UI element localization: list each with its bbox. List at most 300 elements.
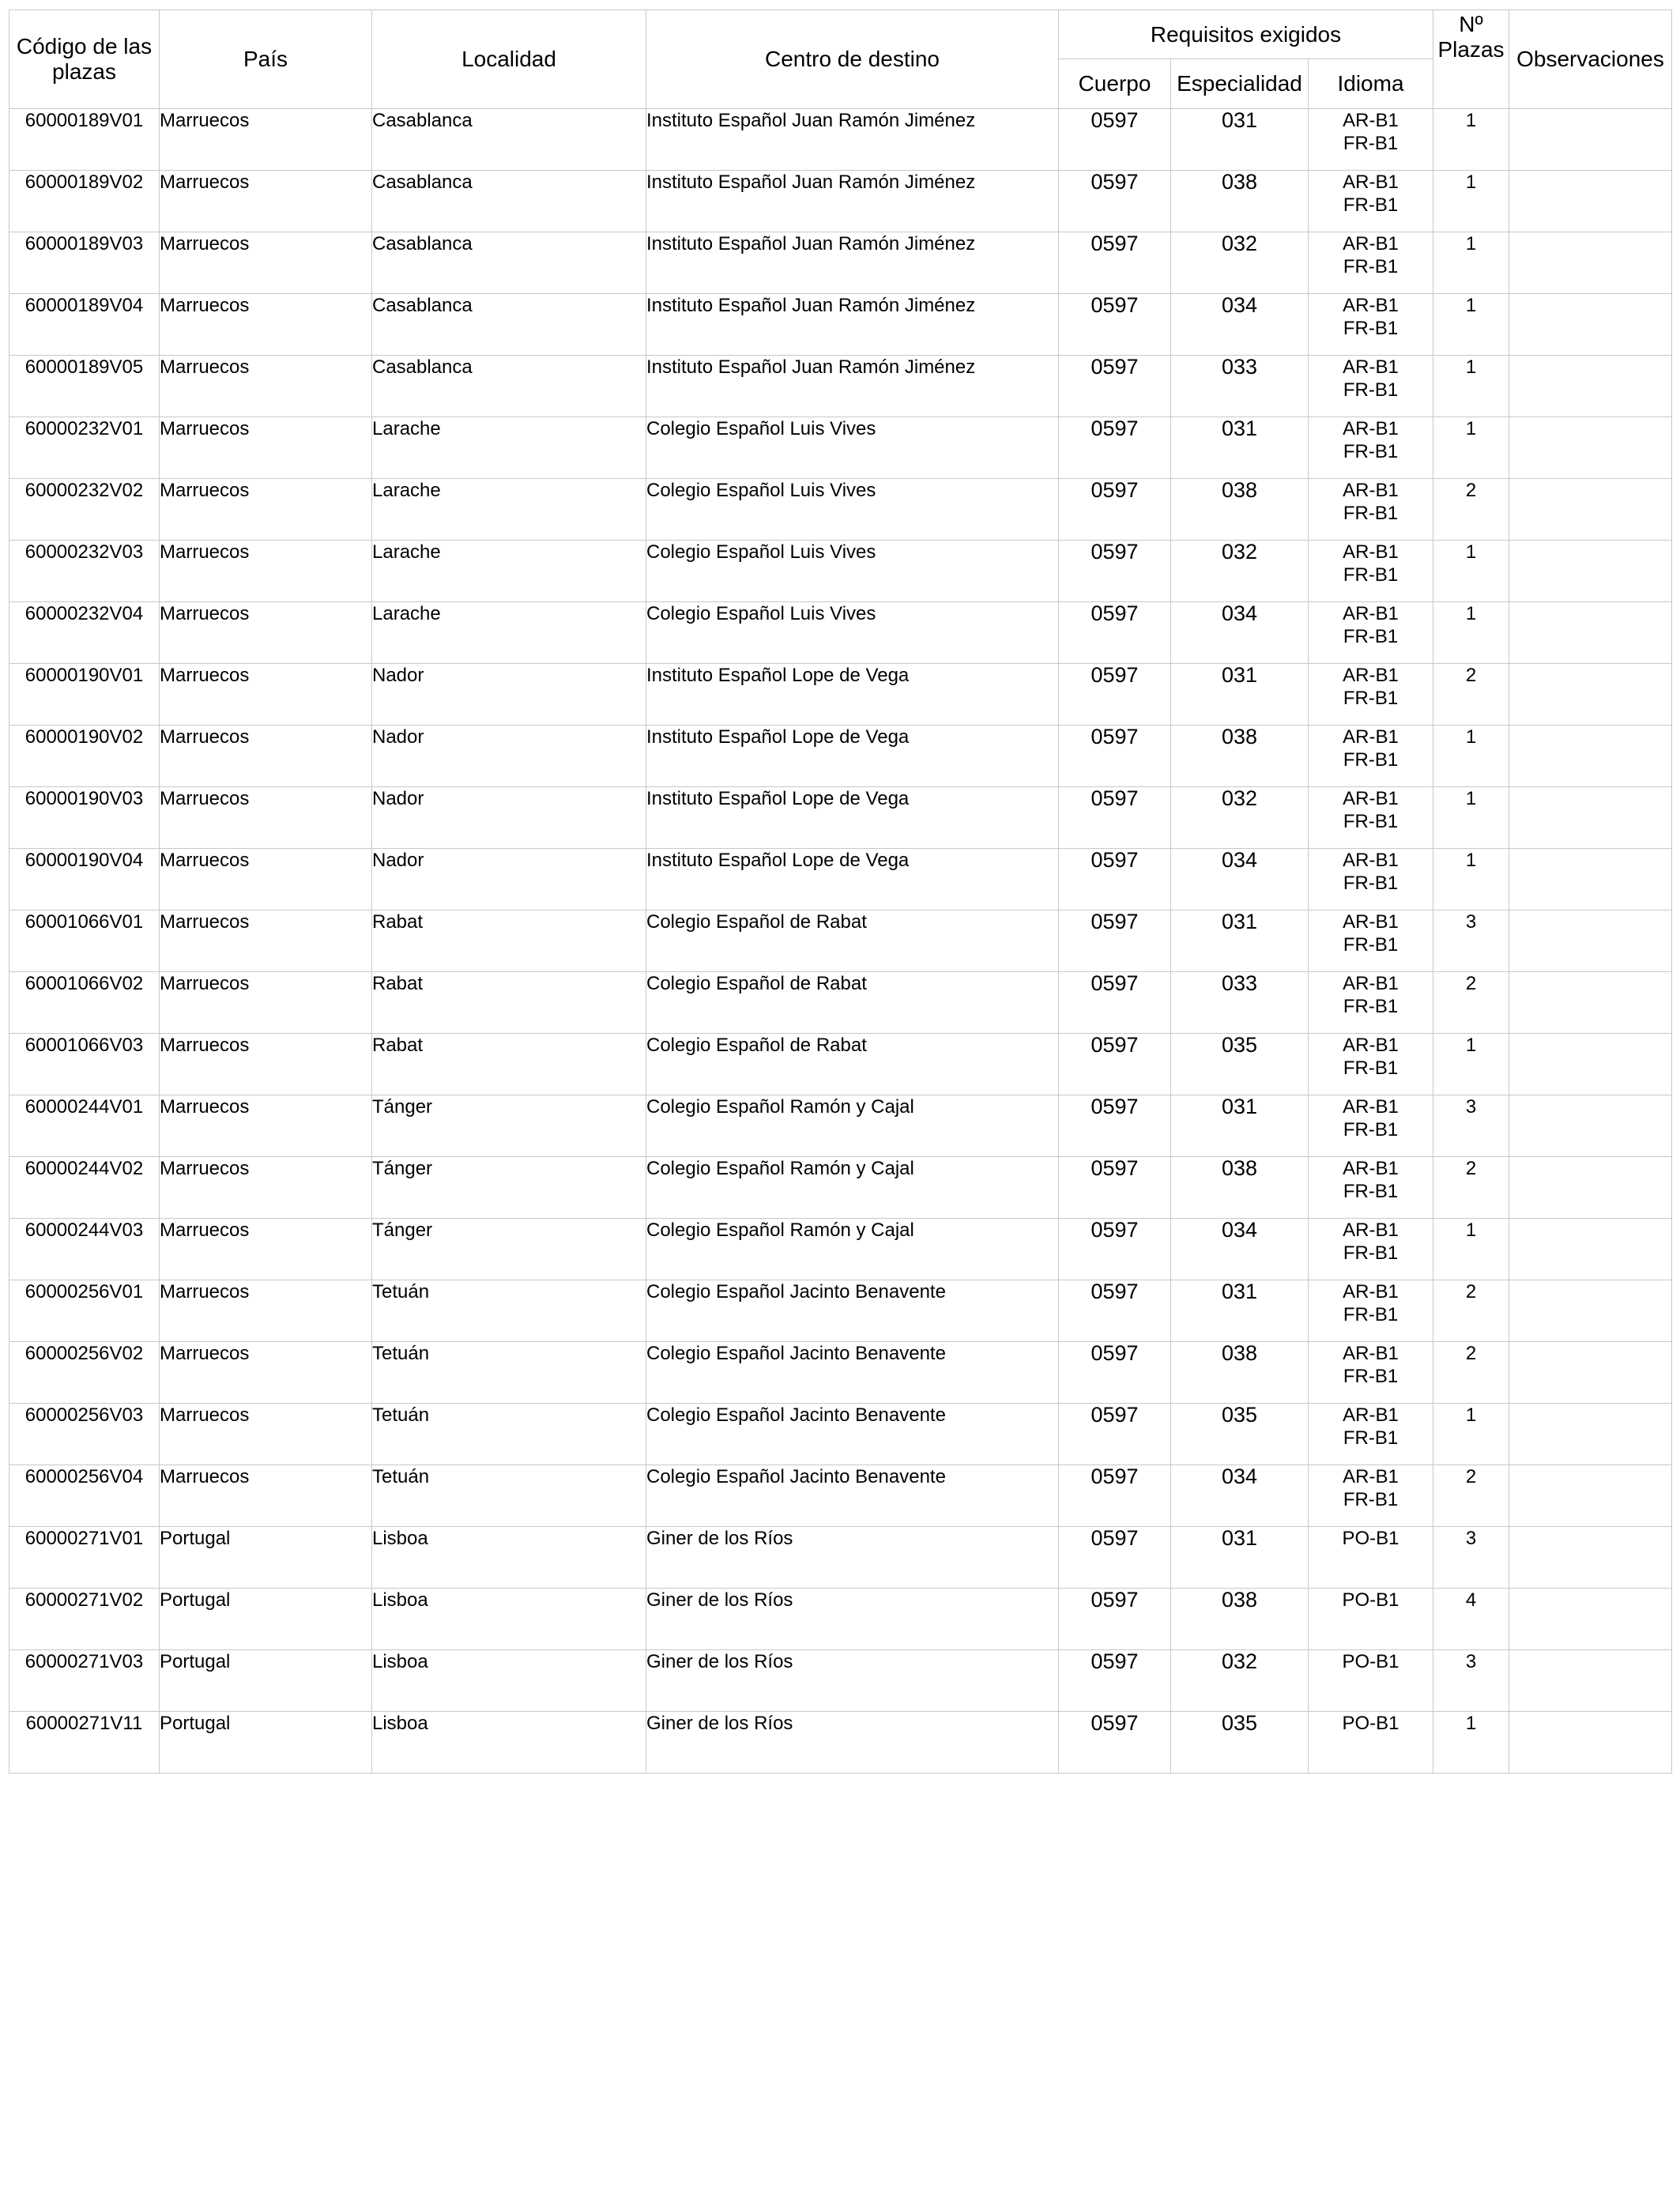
cell-pais: Marruecos — [160, 1219, 372, 1280]
table-row — [9, 417, 1672, 479]
cell-codigo: 60000189V05 — [9, 356, 160, 417]
cell-codigo: 60000271V03 — [9, 1650, 160, 1712]
table-row — [9, 1342, 1672, 1404]
cell-plazas: 1 — [1433, 109, 1509, 171]
cell-cuerpo: 0597 — [1059, 664, 1171, 726]
cell-centro: Colegio Español de Rabat — [646, 1034, 1059, 1095]
idioma-entry: FR-B1 — [1343, 194, 1399, 216]
cell-centro: Colegio Español Jacinto Benavente — [646, 1404, 1059, 1465]
idioma-entry: FR-B1 — [1343, 626, 1399, 647]
cell-pais: Marruecos — [160, 479, 372, 541]
cell-plazas: 1 — [1433, 294, 1509, 356]
cell-observaciones — [1509, 1712, 1672, 1774]
cell-idioma — [1309, 910, 1433, 972]
cell-especialidad: 038 — [1171, 1342, 1309, 1404]
cell-idioma — [1309, 479, 1433, 541]
cell-codigo: 60001066V03 — [9, 1034, 160, 1095]
cell-centro: Colegio Español Luis Vives — [646, 417, 1059, 479]
cell-cuerpo: 0597 — [1059, 1280, 1171, 1342]
cell-observaciones — [1509, 541, 1672, 602]
cell-codigo: 60000189V03 — [9, 232, 160, 294]
cell-idioma — [1309, 1527, 1433, 1589]
cell-especialidad: 035 — [1171, 1712, 1309, 1774]
cell-cuerpo: 0597 — [1059, 1650, 1171, 1712]
cell-localidad: Rabat — [372, 972, 646, 1034]
cell-localidad: Lisboa — [372, 1589, 646, 1650]
cell-cuerpo: 0597 — [1059, 910, 1171, 972]
idioma-entry: FR-B1 — [1343, 749, 1399, 771]
cell-especialidad: 038 — [1171, 1157, 1309, 1219]
table-row — [9, 726, 1672, 787]
cell-especialidad: 032 — [1171, 1650, 1309, 1712]
cell-cuerpo: 0597 — [1059, 726, 1171, 787]
cell-localidad: Tánger — [372, 1095, 646, 1157]
cell-pais: Marruecos — [160, 1157, 372, 1219]
cell-codigo: 60000256V03 — [9, 1404, 160, 1465]
cell-plazas: 1 — [1433, 1219, 1509, 1280]
idioma-entry: AR-B1 — [1343, 1466, 1399, 1487]
idioma-entry: FR-B1 — [1343, 564, 1399, 586]
cell-localidad: Tetuán — [372, 1465, 646, 1527]
idioma-entry: PO-B1 — [1342, 1528, 1399, 1549]
cell-codigo: 60000190V01 — [9, 664, 160, 726]
table-row — [9, 1465, 1672, 1527]
cell-codigo: 60001066V01 — [9, 910, 160, 972]
idioma-entry: AR-B1 — [1343, 665, 1399, 686]
cell-observaciones — [1509, 1465, 1672, 1527]
cell-especialidad: 033 — [1171, 972, 1309, 1034]
cell-plazas: 1 — [1433, 417, 1509, 479]
cell-plazas: 1 — [1433, 1404, 1509, 1465]
cell-plazas: 1 — [1433, 356, 1509, 417]
cell-codigo: 60000244V03 — [9, 1219, 160, 1280]
idioma-entry: FR-B1 — [1343, 996, 1399, 1017]
cell-codigo: 60000189V04 — [9, 294, 160, 356]
idioma-entry: FR-B1 — [1343, 133, 1399, 154]
cell-cuerpo: 0597 — [1059, 1157, 1171, 1219]
cell-codigo: 60000190V03 — [9, 787, 160, 849]
idioma-entry: FR-B1 — [1343, 873, 1399, 894]
cell-localidad: Casablanca — [372, 294, 646, 356]
cell-idioma — [1309, 1219, 1433, 1280]
cell-pais: Marruecos — [160, 356, 372, 417]
cell-cuerpo: 0597 — [1059, 787, 1171, 849]
cell-pais: Marruecos — [160, 294, 372, 356]
table-row — [9, 1280, 1672, 1342]
header-codigo: Código de las plazas — [9, 10, 160, 109]
table-row — [9, 232, 1672, 294]
cell-especialidad: 032 — [1171, 232, 1309, 294]
table-row — [9, 294, 1672, 356]
cell-plazas: 2 — [1433, 479, 1509, 541]
cell-especialidad: 032 — [1171, 541, 1309, 602]
cell-codigo: 60000232V01 — [9, 417, 160, 479]
idioma-entry: FR-B1 — [1343, 256, 1399, 277]
cell-localidad: Tetuán — [372, 1280, 646, 1342]
cell-cuerpo: 0597 — [1059, 1465, 1171, 1527]
idioma-entry: FR-B1 — [1343, 1057, 1399, 1079]
header-centro: Centro de destino — [646, 10, 1059, 109]
cell-pais: Marruecos — [160, 1034, 372, 1095]
cell-codigo: 60000256V04 — [9, 1465, 160, 1527]
table-row — [9, 356, 1672, 417]
cell-observaciones — [1509, 417, 1672, 479]
cell-codigo: 60000190V02 — [9, 726, 160, 787]
idioma-entry: AR-B1 — [1343, 1158, 1399, 1179]
cell-especialidad: 038 — [1171, 479, 1309, 541]
header-observaciones: Observaciones — [1509, 10, 1672, 109]
cell-centro: Instituto Español Juan Ramón Jiménez — [646, 294, 1059, 356]
table-row — [9, 1712, 1672, 1774]
cell-codigo: 60000271V11 — [9, 1712, 160, 1774]
cell-idioma — [1309, 602, 1433, 664]
cell-observaciones — [1509, 726, 1672, 787]
cell-centro: Colegio Español Jacinto Benavente — [646, 1342, 1059, 1404]
cell-centro: Instituto Español Juan Ramón Jiménez — [646, 109, 1059, 171]
idioma-entry: FR-B1 — [1343, 318, 1399, 339]
cell-pais: Marruecos — [160, 417, 372, 479]
cell-codigo: 60000256V01 — [9, 1280, 160, 1342]
cell-especialidad: 031 — [1171, 1095, 1309, 1157]
table-row — [9, 1404, 1672, 1465]
cell-centro: Giner de los Ríos — [646, 1589, 1059, 1650]
cell-observaciones — [1509, 910, 1672, 972]
cell-pais: Marruecos — [160, 972, 372, 1034]
idioma-entry: AR-B1 — [1343, 1404, 1399, 1426]
cell-centro: Giner de los Ríos — [646, 1527, 1059, 1589]
cell-idioma — [1309, 232, 1433, 294]
cell-cuerpo: 0597 — [1059, 232, 1171, 294]
cell-especialidad: 032 — [1171, 787, 1309, 849]
cell-cuerpo: 0597 — [1059, 1527, 1171, 1589]
cell-plazas: 4 — [1433, 1589, 1509, 1650]
cell-observaciones — [1509, 602, 1672, 664]
cell-localidad: Lisboa — [372, 1712, 646, 1774]
idioma-entry: AR-B1 — [1343, 172, 1399, 193]
cell-plazas: 3 — [1433, 910, 1509, 972]
cell-especialidad: 038 — [1171, 171, 1309, 232]
idioma-entry: FR-B1 — [1343, 1304, 1399, 1325]
cell-plazas: 1 — [1433, 232, 1509, 294]
cell-observaciones — [1509, 294, 1672, 356]
idioma-entry: FR-B1 — [1343, 379, 1399, 401]
idioma-entry: AR-B1 — [1343, 788, 1399, 809]
idioma-entry: FR-B1 — [1343, 503, 1399, 524]
table-header — [9, 10, 1672, 109]
cell-especialidad: 035 — [1171, 1404, 1309, 1465]
cell-especialidad: 031 — [1171, 910, 1309, 972]
cell-pais: Portugal — [160, 1712, 372, 1774]
cell-localidad: Tánger — [372, 1157, 646, 1219]
cell-centro: Instituto Español Lope de Vega — [646, 787, 1059, 849]
cell-codigo: 60000232V03 — [9, 541, 160, 602]
table-row — [9, 1589, 1672, 1650]
cell-centro: Colegio Español Jacinto Benavente — [646, 1465, 1059, 1527]
cell-cuerpo: 0597 — [1059, 1034, 1171, 1095]
idioma-entry: AR-B1 — [1343, 541, 1399, 563]
cell-especialidad: 034 — [1171, 1219, 1309, 1280]
cell-plazas: 2 — [1433, 972, 1509, 1034]
cell-plazas: 3 — [1433, 1527, 1509, 1589]
idioma-entry: FR-B1 — [1343, 688, 1399, 709]
cell-pais: Marruecos — [160, 1404, 372, 1465]
cell-idioma — [1309, 1465, 1433, 1527]
cell-idioma — [1309, 356, 1433, 417]
cell-observaciones — [1509, 1157, 1672, 1219]
cell-codigo: 60001066V02 — [9, 972, 160, 1034]
table-row — [9, 1650, 1672, 1712]
cell-idioma — [1309, 1095, 1433, 1157]
cell-codigo: 60000271V02 — [9, 1589, 160, 1650]
idioma-entry: FR-B1 — [1343, 1242, 1399, 1264]
cell-localidad: Tetuán — [372, 1342, 646, 1404]
cell-idioma — [1309, 1342, 1433, 1404]
cell-centro: Colegio Español Ramón y Cajal — [646, 1157, 1059, 1219]
cell-cuerpo: 0597 — [1059, 849, 1171, 910]
cell-plazas: 1 — [1433, 787, 1509, 849]
cell-idioma — [1309, 109, 1433, 171]
cell-idioma — [1309, 1650, 1433, 1712]
cell-codigo: 60000189V02 — [9, 171, 160, 232]
cell-especialidad: 031 — [1171, 417, 1309, 479]
idioma-entry: FR-B1 — [1343, 1181, 1399, 1202]
idioma-entry: FR-B1 — [1343, 1489, 1399, 1510]
table-row — [9, 787, 1672, 849]
cell-pais: Marruecos — [160, 541, 372, 602]
cell-pais: Marruecos — [160, 602, 372, 664]
cell-centro: Colegio Español Jacinto Benavente — [646, 1280, 1059, 1342]
cell-cuerpo: 0597 — [1059, 602, 1171, 664]
idioma-entry: AR-B1 — [1343, 480, 1399, 501]
cell-plazas: 2 — [1433, 1465, 1509, 1527]
cell-observaciones — [1509, 1589, 1672, 1650]
cell-pais: Marruecos — [160, 849, 372, 910]
cell-plazas: 3 — [1433, 1650, 1509, 1712]
cell-idioma — [1309, 849, 1433, 910]
table-row — [9, 664, 1672, 726]
cell-idioma — [1309, 972, 1433, 1034]
idioma-entry: AR-B1 — [1343, 233, 1399, 254]
cell-localidad: Lisboa — [372, 1650, 646, 1712]
cell-observaciones — [1509, 972, 1672, 1034]
table-row — [9, 479, 1672, 541]
cell-especialidad: 038 — [1171, 1589, 1309, 1650]
cell-observaciones — [1509, 1095, 1672, 1157]
idioma-entry: AR-B1 — [1343, 850, 1399, 871]
cell-plazas: 2 — [1433, 1342, 1509, 1404]
plazas-table — [9, 9, 1672, 1774]
cell-cuerpo: 0597 — [1059, 972, 1171, 1034]
cell-plazas: 1 — [1433, 1712, 1509, 1774]
cell-localidad: Tetuán — [372, 1404, 646, 1465]
cell-centro: Colegio Español de Rabat — [646, 910, 1059, 972]
cell-cuerpo: 0597 — [1059, 1095, 1171, 1157]
idioma-entry: FR-B1 — [1343, 441, 1399, 462]
cell-pais: Marruecos — [160, 109, 372, 171]
cell-codigo: 60000271V01 — [9, 1527, 160, 1589]
cell-localidad: Larache — [372, 541, 646, 602]
idioma-entry: AR-B1 — [1343, 1035, 1399, 1056]
cell-pais: Marruecos — [160, 1465, 372, 1527]
header-plazas: Nº Plazas — [1433, 10, 1509, 109]
table-row — [9, 1219, 1672, 1280]
idioma-entry: FR-B1 — [1343, 1366, 1399, 1387]
cell-observaciones — [1509, 849, 1672, 910]
cell-plazas: 1 — [1433, 602, 1509, 664]
cell-plazas: 1 — [1433, 1034, 1509, 1095]
cell-centro: Colegio Español Luis Vives — [646, 479, 1059, 541]
cell-observaciones — [1509, 109, 1672, 171]
cell-plazas: 1 — [1433, 849, 1509, 910]
table-row — [9, 171, 1672, 232]
cell-observaciones — [1509, 356, 1672, 417]
cell-cuerpo: 0597 — [1059, 294, 1171, 356]
cell-especialidad: 034 — [1171, 1465, 1309, 1527]
cell-idioma — [1309, 171, 1433, 232]
cell-cuerpo: 0597 — [1059, 541, 1171, 602]
cell-observaciones — [1509, 1219, 1672, 1280]
cell-idioma — [1309, 417, 1433, 479]
cell-plazas: 2 — [1433, 1280, 1509, 1342]
idioma-entry: AR-B1 — [1343, 418, 1399, 439]
idioma-entry: AR-B1 — [1343, 1220, 1399, 1241]
cell-codigo: 60000232V02 — [9, 479, 160, 541]
cell-idioma — [1309, 1589, 1433, 1650]
cell-plazas: 1 — [1433, 541, 1509, 602]
cell-centro: Giner de los Ríos — [646, 1712, 1059, 1774]
idioma-entry: PO-B1 — [1342, 1713, 1399, 1734]
cell-centro: Instituto Español Lope de Vega — [646, 664, 1059, 726]
cell-codigo: 60000232V04 — [9, 602, 160, 664]
idioma-entry: FR-B1 — [1343, 1119, 1399, 1140]
table-row — [9, 849, 1672, 910]
cell-idioma — [1309, 294, 1433, 356]
cell-pais: Marruecos — [160, 910, 372, 972]
cell-idioma — [1309, 787, 1433, 849]
cell-codigo: 60000189V01 — [9, 109, 160, 171]
cell-centro: Instituto Español Lope de Vega — [646, 849, 1059, 910]
cell-plazas: 2 — [1433, 1157, 1509, 1219]
cell-centro: Instituto Español Juan Ramón Jiménez — [646, 356, 1059, 417]
cell-observaciones — [1509, 232, 1672, 294]
cell-observaciones — [1509, 787, 1672, 849]
cell-localidad: Casablanca — [372, 171, 646, 232]
cell-localidad: Larache — [372, 602, 646, 664]
cell-cuerpo: 0597 — [1059, 1712, 1171, 1774]
cell-localidad: Lisboa — [372, 1527, 646, 1589]
cell-codigo: 60000244V02 — [9, 1157, 160, 1219]
cell-pais: Portugal — [160, 1527, 372, 1589]
idioma-entry: AR-B1 — [1343, 603, 1399, 624]
cell-pais: Marruecos — [160, 726, 372, 787]
table-row — [9, 602, 1672, 664]
cell-localidad: Casablanca — [372, 232, 646, 294]
header-cuerpo: Cuerpo — [1059, 59, 1171, 109]
cell-cuerpo: 0597 — [1059, 1589, 1171, 1650]
cell-idioma — [1309, 664, 1433, 726]
cell-centro: Instituto Español Lope de Vega — [646, 726, 1059, 787]
cell-especialidad: 038 — [1171, 726, 1309, 787]
cell-especialidad: 031 — [1171, 1527, 1309, 1589]
cell-centro: Colegio Español Ramón y Cajal — [646, 1219, 1059, 1280]
cell-localidad: Casablanca — [372, 356, 646, 417]
table-row — [9, 972, 1672, 1034]
cell-especialidad: 035 — [1171, 1034, 1309, 1095]
cell-centro: Giner de los Ríos — [646, 1650, 1059, 1712]
idioma-entry: AR-B1 — [1343, 110, 1399, 131]
cell-pais: Marruecos — [160, 171, 372, 232]
cell-idioma — [1309, 1034, 1433, 1095]
cell-centro: Instituto Español Juan Ramón Jiménez — [646, 171, 1059, 232]
idioma-entry: PO-B1 — [1342, 1589, 1399, 1611]
cell-observaciones — [1509, 171, 1672, 232]
cell-cuerpo: 0597 — [1059, 171, 1171, 232]
idioma-entry: AR-B1 — [1343, 726, 1399, 748]
cell-observaciones — [1509, 664, 1672, 726]
cell-localidad: Larache — [372, 479, 646, 541]
cell-localidad: Nador — [372, 664, 646, 726]
table-row — [9, 541, 1672, 602]
cell-especialidad: 031 — [1171, 664, 1309, 726]
idioma-entry: FR-B1 — [1343, 934, 1399, 956]
header-pais: País — [160, 10, 372, 109]
cell-cuerpo: 0597 — [1059, 109, 1171, 171]
cell-pais: Marruecos — [160, 232, 372, 294]
cell-plazas: 3 — [1433, 1095, 1509, 1157]
cell-plazas: 2 — [1433, 664, 1509, 726]
cell-pais: Portugal — [160, 1650, 372, 1712]
table-row — [9, 1095, 1672, 1157]
cell-localidad: Nador — [372, 726, 646, 787]
idioma-entry: AR-B1 — [1343, 911, 1399, 933]
cell-centro: Instituto Español Juan Ramón Jiménez — [646, 232, 1059, 294]
idioma-entry: AR-B1 — [1343, 973, 1399, 994]
cell-localidad: Nador — [372, 787, 646, 849]
cell-cuerpo: 0597 — [1059, 417, 1171, 479]
cell-centro: Colegio Español Luis Vives — [646, 541, 1059, 602]
table-row — [9, 1527, 1672, 1589]
cell-especialidad: 034 — [1171, 602, 1309, 664]
idioma-entry: FR-B1 — [1343, 811, 1399, 832]
cell-localidad: Rabat — [372, 910, 646, 972]
idioma-entry: AR-B1 — [1343, 1281, 1399, 1302]
cell-localidad: Casablanca — [372, 109, 646, 171]
cell-cuerpo: 0597 — [1059, 1219, 1171, 1280]
table-row — [9, 910, 1672, 972]
table-body — [9, 109, 1672, 1774]
cell-cuerpo: 0597 — [1059, 1342, 1171, 1404]
cell-especialidad: 034 — [1171, 294, 1309, 356]
cell-localidad: Larache — [372, 417, 646, 479]
cell-codigo: 60000256V02 — [9, 1342, 160, 1404]
cell-idioma — [1309, 1712, 1433, 1774]
cell-pais: Marruecos — [160, 664, 372, 726]
idioma-entry: FR-B1 — [1343, 1427, 1399, 1449]
cell-observaciones — [1509, 479, 1672, 541]
cell-cuerpo: 0597 — [1059, 1404, 1171, 1465]
cell-idioma — [1309, 726, 1433, 787]
cell-observaciones — [1509, 1527, 1672, 1589]
cell-idioma — [1309, 1157, 1433, 1219]
cell-centro: Colegio Español Luis Vives — [646, 602, 1059, 664]
cell-especialidad: 034 — [1171, 849, 1309, 910]
cell-plazas: 1 — [1433, 726, 1509, 787]
cell-cuerpo: 0597 — [1059, 356, 1171, 417]
cell-observaciones — [1509, 1342, 1672, 1404]
cell-cuerpo: 0597 — [1059, 479, 1171, 541]
idioma-entry: PO-B1 — [1342, 1651, 1399, 1672]
header-localidad: Localidad — [372, 10, 646, 109]
